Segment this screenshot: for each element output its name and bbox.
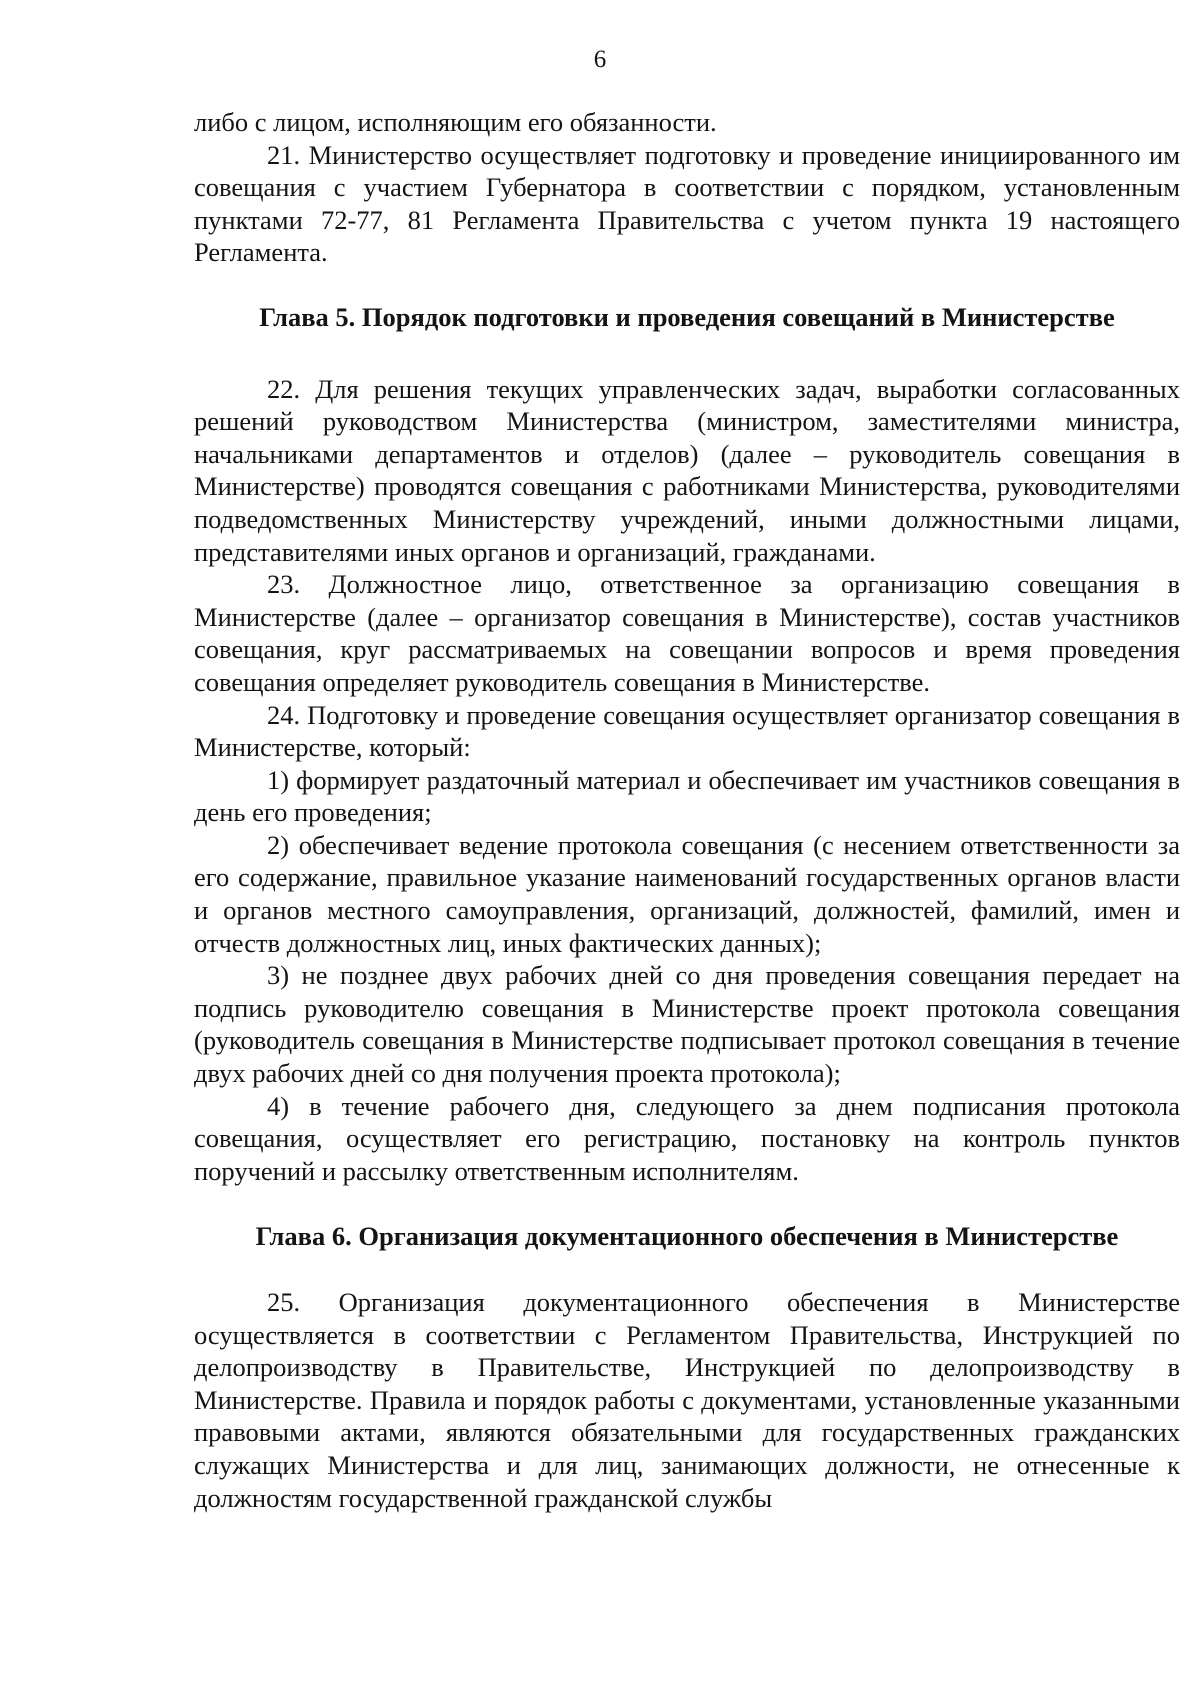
paragraph-23: 23. Должностное лицо, ответственное за организацию совещания в Министерстве (далее – организатор совещания в Министерстве), состав участников совещания, круг рассматриваемых на совещании вопросов и время проведения совещания определяет руководитель совещания в Министерстве. (194, 569, 1180, 697)
document-body (194, 106, 1180, 1514)
chapter-5-heading: Глава 5. Порядок подготовки и проведения совещаний в Министерстве (259, 301, 1115, 332)
paragraph-22: 22. Для решения текущих управленческих задач, выработки согласованных решений руководством Министерства (министром, заместителями министра, начальниками департаментов и отделов) (далее – руководитель совещания в Министерстве) проводятся совещания с работниками Министерства, руководителями подведомственных Министерству учреждений, иными должностными лицами, представителями иных органов и организаций, гражданами. (194, 373, 1180, 567)
paragraph-25: 25. Организация документационного обеспечения в Министерстве осуществляется в соответствии с Регламентом Правительства, Инструкцией по делопроизводству в Правительстве, Инструкцией по делопроизводству в Министерстве. Правила и порядок работы с документами, установленные указанными правовыми актами, являются обязательными для государственных гражданских служащих Министерства и для лиц, занимающих должности, не отнесенные к должностям государственной гражданской службы (194, 1287, 1180, 1513)
list-item-24-2: 2) обеспечивает ведение протокола совещания (с несением ответственности за его содержание, правильное указание наименований государственных органов власти и органов местного самоуправления, организаций, должностей, фамилий, имен и отчеств должностных лиц, иных фактических данных); (194, 829, 1180, 958)
paragraph-21: 21. Министерство осуществляет подготовку и проведение инициированного им совещания с участием Губернатора в соответствии с порядком, установленным пунктами 72-77, 81 Регламента Правительства с учетом пункта 19 настоящего Регламента. (194, 139, 1180, 268)
list-item-24-4: 4) в течение рабочего дня, следующего за днем подписания протокола совещания, осуществляет его регистрацию, постановку на контроль пунктов поручений и рассылку ответственным исполнителям. (194, 1090, 1180, 1186)
list-item-24-1: 1) формирует раздаточный материал и обеспечивает им участников совещания в день его проведения; (194, 764, 1180, 828)
list-item-24-3: 3) не позднее двух рабочих дней со дня проведения совещания передает на подпись руководителю совещания в Министерстве проект протокола совещания (руководитель совещания в Министерстве подписывает протокол совещания в течение двух рабочих дней со дня получения проекта протокола); (194, 960, 1180, 1089)
paragraph-24: 24. Подготовку и проведение совещания осуществляет организатор совещания в Министерстве, который: (194, 699, 1180, 763)
page-number: 6 (593, 46, 607, 73)
paragraph-continuation: либо с лицом, исполняющим его обязанности. (194, 107, 717, 137)
chapter-6-heading: Глава 6. Организация документационного обеспечения в Министерстве (255, 1221, 1119, 1252)
